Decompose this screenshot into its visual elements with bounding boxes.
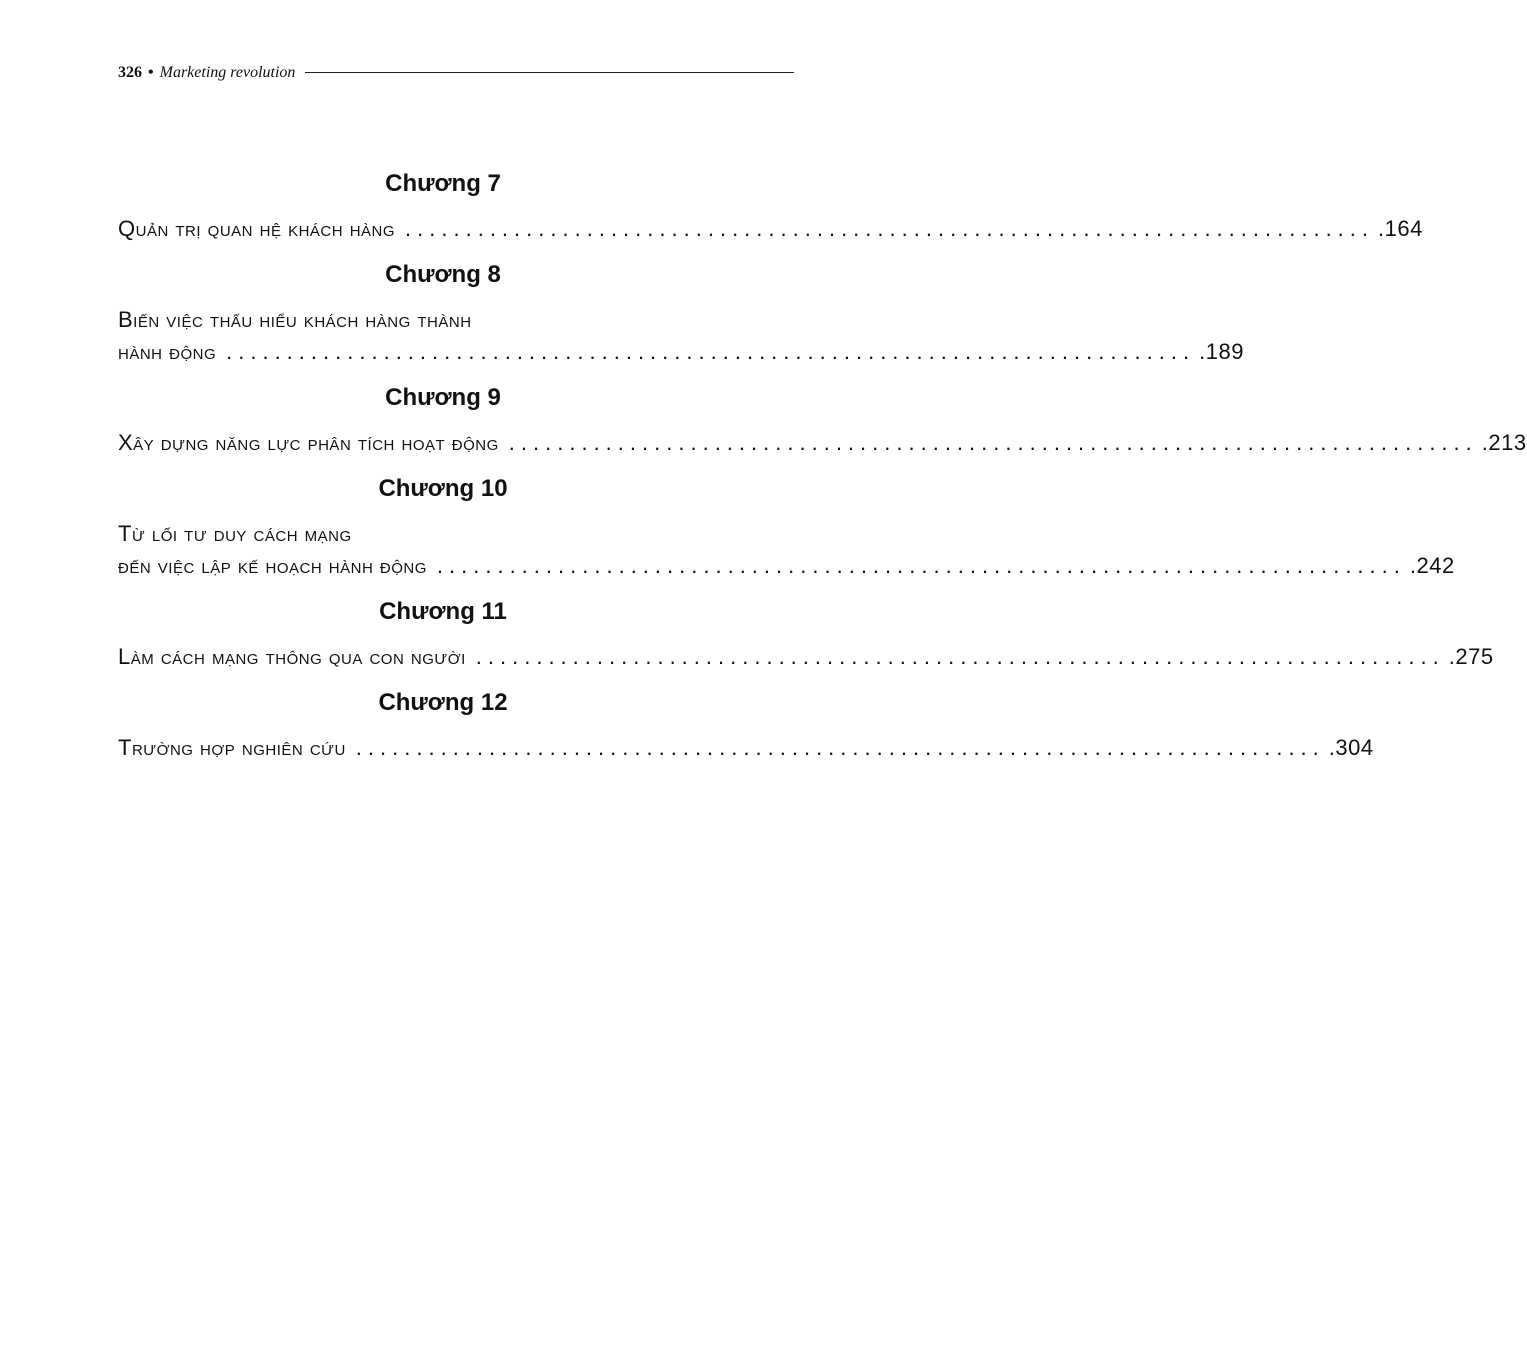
chapter-heading: Chương 7: [385, 170, 501, 197]
toc-entry-line: [118, 550, 1455, 582]
header-rule: [305, 72, 794, 73]
toc-entry-line: [118, 641, 1494, 673]
dot-leader: ................................................................................: [508, 430, 1478, 455]
toc-entry-line: [118, 336, 1244, 368]
toc-section-chapter-11: [118, 596, 1494, 673]
toc-entry-line: [118, 213, 1423, 245]
dot-leader: ................................................................................: [436, 553, 1406, 578]
dot-leader: ................................................................................: [355, 735, 1325, 760]
toc-section-chapter-7: [118, 168, 1423, 245]
toc-page-number: .242: [1409, 553, 1455, 578]
dot-leader: ................................................................................: [405, 216, 1375, 241]
dot-leader: ................................................................................: [226, 339, 1196, 364]
dot-leader: ................................................................................: [475, 644, 1445, 669]
toc-entry: [118, 641, 1494, 673]
toc-section-chapter-9: [118, 382, 1527, 459]
chapter-heading: Chương 9: [385, 384, 501, 411]
toc-entry: [118, 427, 1527, 459]
toc-page-number: .189: [1199, 339, 1244, 364]
toc-entry-line: [118, 732, 1374, 764]
toc-entry-title: Trường hợp nghiên cứu: [118, 735, 346, 760]
chapter-heading: Chương 10: [378, 475, 508, 502]
book-title: Marketing revolution: [159, 64, 296, 81]
toc-section-chapter-10: [118, 473, 1455, 582]
toc-page-number: .164: [1378, 216, 1423, 241]
page-number: 326: [118, 64, 142, 81]
toc-entry-title: Biến việc thấu hiểu khách hàng thành: [118, 307, 472, 332]
chapter-heading: Chương 8: [385, 261, 501, 288]
toc-entry-title-continued: hành động: [118, 339, 217, 364]
toc-entry-title: Xây dựng năng lực phân tích hoạt động: [118, 430, 499, 455]
toc-page-number: .275: [1448, 644, 1494, 669]
toc-entry: [118, 213, 1423, 245]
toc-page-number: .304: [1328, 735, 1374, 760]
toc-entry-line: [118, 304, 768, 336]
chapter-heading: Chương 11: [379, 598, 507, 625]
toc-section-chapter-12: [118, 687, 1374, 764]
header-bullet: •: [148, 64, 154, 81]
toc-entry: [118, 732, 1374, 764]
running-header: [118, 64, 794, 82]
toc-entry-title: Từ lối tư duy cách mạng: [118, 521, 352, 546]
toc-entry-title: Làm cách mạng thông qua con người: [118, 644, 466, 669]
toc-section-chapter-8: [118, 259, 1244, 368]
toc-entry-line: [118, 427, 1527, 459]
toc-entry-line: [118, 518, 768, 550]
toc-entry-title: Quản trị quan hệ khách hàng: [118, 216, 396, 241]
toc-entry: [118, 304, 1244, 368]
chapter-heading: Chương 12: [378, 689, 508, 716]
toc-entry-title-continued: đến việc lập kế hoạch hành động: [118, 553, 427, 578]
toc-page-number: .213: [1481, 430, 1527, 455]
toc-entry: [118, 518, 1455, 582]
table-of-contents: [118, 168, 1527, 778]
